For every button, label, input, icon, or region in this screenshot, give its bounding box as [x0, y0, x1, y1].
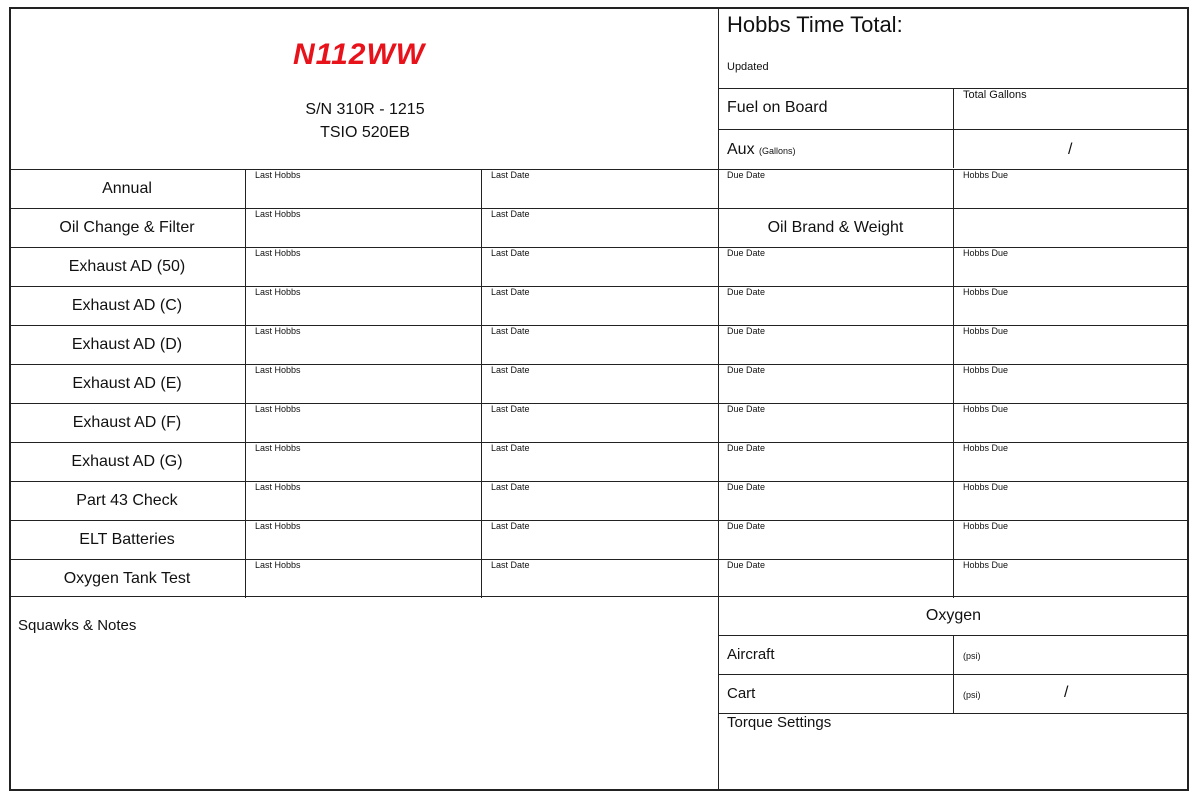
- divider: [245, 286, 246, 325]
- divider: [9, 325, 1189, 326]
- maintenance-item-label: Exhaust AD (F): [72, 414, 182, 431]
- serial-number: S/N 310R - 1215: [305, 101, 425, 118]
- updated-label: Updated: [727, 61, 769, 73]
- divider: [9, 596, 1189, 597]
- oxygen-aircraft-label: Aircraft: [727, 646, 775, 663]
- divider: [953, 208, 954, 247]
- divider: [718, 325, 719, 364]
- divider: [481, 442, 482, 481]
- last-hobbs-field: Last Hobbs: [255, 326, 301, 336]
- divider: [718, 364, 719, 403]
- last-date-field: Last Date: [491, 482, 530, 492]
- divider: [953, 88, 954, 168]
- last-date-field: Last Date: [491, 248, 530, 258]
- aux-unit-text: (Gallons): [759, 146, 796, 156]
- divider: [481, 169, 482, 208]
- divider: [718, 442, 719, 481]
- divider: [9, 247, 1189, 248]
- last-hobbs-field: Last Hobbs: [255, 209, 301, 219]
- divider: [245, 403, 246, 442]
- maintenance-item-label: Annual: [102, 180, 152, 197]
- divider: [481, 520, 482, 559]
- divider: [953, 559, 954, 598]
- divider: [718, 481, 719, 520]
- last-hobbs-field: Last Hobbs: [255, 248, 301, 258]
- last-date-field: Last Date: [491, 560, 530, 570]
- hobbs-due-field: Hobbs Due: [963, 365, 1009, 375]
- last-date-field: Last Date: [491, 170, 530, 180]
- divider: [245, 559, 246, 598]
- divider: [953, 442, 954, 481]
- hobbs-time-label: Hobbs Time Total:: [727, 12, 903, 37]
- torque-settings-label: Torque Settings: [727, 714, 832, 731]
- aircraft-registration: N112WW: [293, 38, 426, 71]
- oxygen-title: Oxygen: [925, 607, 982, 624]
- divider: [245, 481, 246, 520]
- engine-model: TSIO 520EB: [320, 124, 410, 141]
- divider: [481, 247, 482, 286]
- due-date-field: Due Date: [727, 521, 766, 531]
- divider: [718, 520, 719, 559]
- last-date-field: Last Date: [491, 209, 530, 219]
- oxygen-aircraft-psi: (psi): [963, 651, 981, 661]
- divider: [9, 403, 1189, 404]
- last-hobbs-field: Last Hobbs: [255, 287, 301, 297]
- divider: [953, 481, 954, 520]
- hobbs-due-field: Hobbs Due: [963, 443, 1009, 453]
- oil-brand-weight-label: Oil Brand & Weight: [767, 219, 904, 236]
- divider: [245, 169, 246, 208]
- divider: [9, 442, 1189, 443]
- last-hobbs-field: Last Hobbs: [255, 170, 301, 180]
- divider: [245, 520, 246, 559]
- total-gallons-label: Total Gallons: [963, 89, 1027, 101]
- divider: [9, 364, 1189, 365]
- divider: [481, 286, 482, 325]
- aux-fuel-label: [727, 141, 796, 159]
- aux-label-text: Aux: [727, 141, 755, 158]
- hobbs-due-field: Hobbs Due: [963, 560, 1009, 570]
- divider: [718, 129, 1189, 130]
- divider: [9, 481, 1189, 482]
- hobbs-due-field: Hobbs Due: [963, 482, 1009, 492]
- divider: [9, 559, 1189, 560]
- divider: [718, 286, 719, 325]
- divider: [953, 286, 954, 325]
- due-date-field: Due Date: [727, 326, 766, 336]
- last-date-field: Last Date: [491, 443, 530, 453]
- divider: [481, 364, 482, 403]
- divider: [718, 247, 719, 286]
- hobbs-due-field: Hobbs Due: [963, 326, 1009, 336]
- divider: [245, 364, 246, 403]
- divider: [481, 208, 482, 247]
- divider: [245, 208, 246, 247]
- due-date-field: Due Date: [727, 560, 766, 570]
- hobbs-due-field: Hobbs Due: [963, 521, 1009, 531]
- divider: [718, 559, 719, 598]
- last-date-field: Last Date: [491, 365, 530, 375]
- last-hobbs-field: Last Hobbs: [255, 482, 301, 492]
- divider: [245, 247, 246, 286]
- divider: [953, 247, 954, 286]
- divider: [9, 169, 1189, 170]
- hobbs-due-field: Hobbs Due: [963, 287, 1009, 297]
- divider: [481, 403, 482, 442]
- divider: [953, 325, 954, 364]
- maintenance-item-label: Part 43 Check: [76, 492, 178, 509]
- divider: [718, 674, 1189, 675]
- oxygen-cart-separator: /: [1064, 684, 1069, 701]
- squawks-notes-label: Squawks & Notes: [18, 617, 137, 634]
- maintenance-item-label: Exhaust AD (D): [71, 336, 183, 353]
- maintenance-item-label: ELT Batteries: [79, 531, 175, 548]
- last-date-field: Last Date: [491, 326, 530, 336]
- divider: [953, 403, 954, 442]
- due-date-field: Due Date: [727, 170, 766, 180]
- due-date-field: Due Date: [727, 482, 766, 492]
- last-date-field: Last Date: [491, 404, 530, 414]
- divider: [953, 364, 954, 403]
- divider: [718, 169, 719, 208]
- due-date-field: Due Date: [727, 248, 766, 258]
- hobbs-due-field: Hobbs Due: [963, 248, 1009, 258]
- fuel-on-board-label: Fuel on Board: [727, 99, 828, 116]
- maintenance-item-label: Oil Change & Filter: [59, 219, 195, 236]
- divider: [245, 325, 246, 364]
- divider: [718, 403, 719, 442]
- divider: [9, 520, 1189, 521]
- maintenance-item-label: Exhaust AD (E): [72, 375, 182, 392]
- divider: [953, 169, 954, 208]
- maintenance-item-label: Exhaust AD (C): [71, 297, 183, 314]
- maintenance-item-label: Exhaust AD (G): [71, 453, 183, 470]
- last-hobbs-field: Last Hobbs: [255, 404, 301, 414]
- divider: [481, 481, 482, 520]
- due-date-field: Due Date: [727, 443, 766, 453]
- divider: [9, 286, 1189, 287]
- divider: [481, 325, 482, 364]
- last-hobbs-field: Last Hobbs: [255, 521, 301, 531]
- oxygen-cart-label: Cart: [727, 685, 756, 702]
- divider: [481, 559, 482, 598]
- last-date-field: Last Date: [491, 287, 530, 297]
- hobbs-due-field: Hobbs Due: [963, 404, 1009, 414]
- maintenance-item-label: Exhaust AD (50): [68, 258, 186, 275]
- aux-separator: /: [1068, 141, 1073, 158]
- divider: [953, 520, 954, 559]
- due-date-field: Due Date: [727, 287, 766, 297]
- divider: [245, 442, 246, 481]
- maintenance-item-label: Oxygen Tank Test: [63, 570, 191, 587]
- last-hobbs-field: Last Hobbs: [255, 560, 301, 570]
- due-date-field: Due Date: [727, 404, 766, 414]
- divider: [9, 208, 1189, 209]
- last-hobbs-field: Last Hobbs: [255, 443, 301, 453]
- hobbs-due-field: Hobbs Due: [963, 170, 1009, 180]
- due-date-field: Due Date: [727, 365, 766, 375]
- oxygen-cart-psi: (psi): [963, 690, 981, 700]
- last-hobbs-field: Last Hobbs: [255, 365, 301, 375]
- last-date-field: Last Date: [491, 521, 530, 531]
